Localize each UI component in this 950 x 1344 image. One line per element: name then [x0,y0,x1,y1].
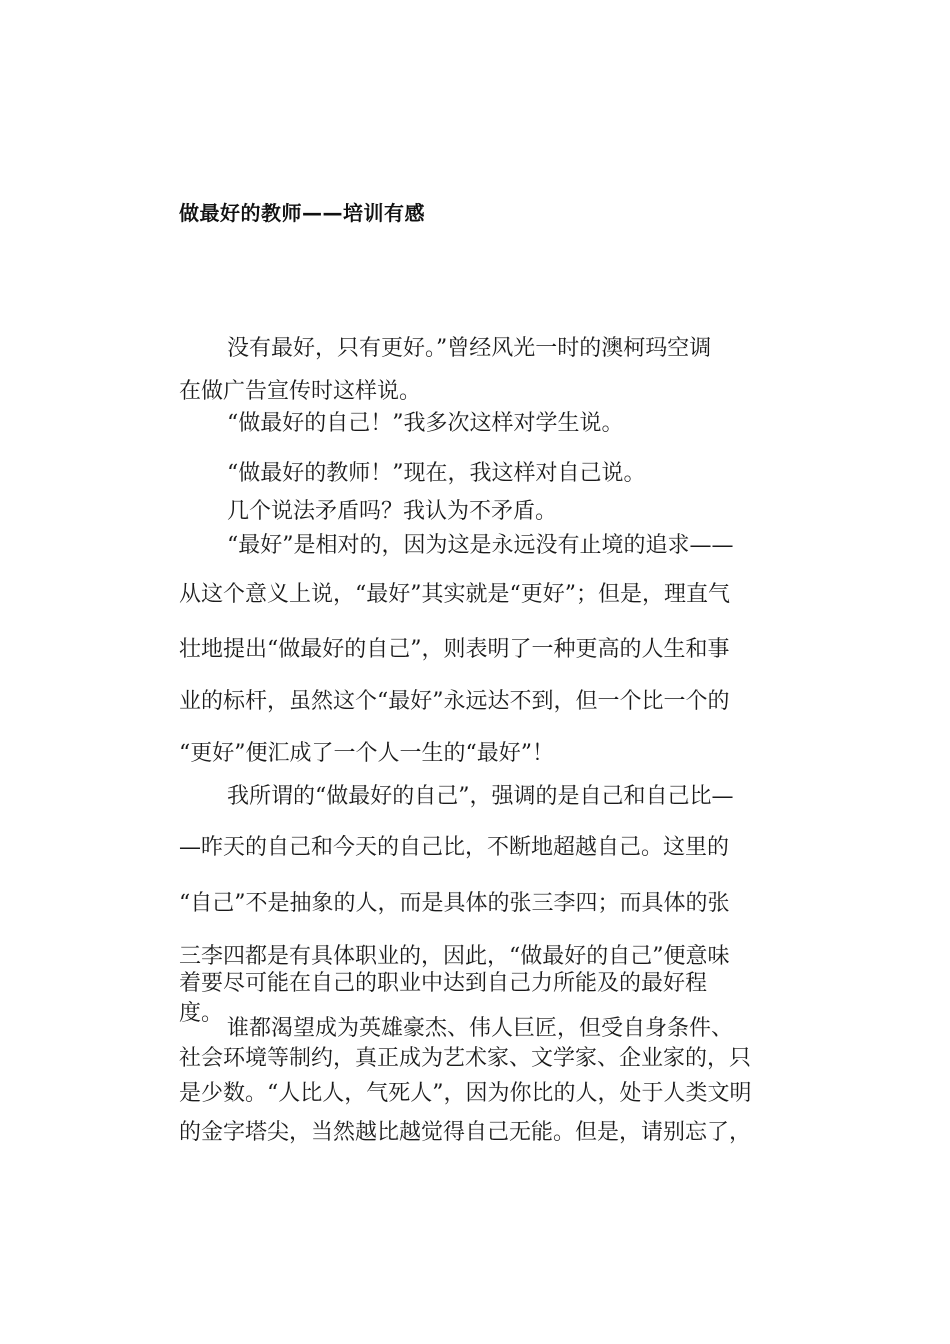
text-line: 业的标杆，虽然这个“最好”永远达不到，但一个比一个的 [179,689,730,714]
paragraph [179,452,769,495]
text-line: “做最好的教师！”现在，我这样对自己说。 [227,461,646,486]
text-line: “自己”不是抽象的人，而是具体的张三李四；而具体的张 [179,891,730,916]
text-line: 度。 [179,1001,224,1026]
paragraph [179,777,769,985]
paragraph [179,327,769,413]
text-line: 几个说法矛盾吗？我认为不矛盾。 [227,499,558,524]
text-line: 从这个意义上说，“最好”其实就是“更好”；但是，理直气 [179,582,730,607]
paragraph [179,1014,769,1152]
text-line: “做最好的自己！”我多次这样对学生说。 [227,411,624,436]
text-line: —昨天的自己和今天的自己比，不断地超越自己。这里的 [179,835,730,860]
text-line: 没有最好，只有更好。”曾经风光一时的澳柯玛空调 [227,336,712,361]
text-line: 谁都渴望成为英雄豪杰、伟人巨匠，但受自身条件、 [227,1016,734,1041]
text-line: 的金字塔尖，当然越比越觉得自己无能。但是，请别忘了， [179,1120,752,1145]
text-line: “最好”是相对的，因为这是永远没有止境的追求—— [227,533,734,558]
document-title: 做最好的教师——培训有感 [179,201,425,225]
text-line: “更好”便汇成了一个人一生的“最好”！ [179,741,554,766]
paragraph [179,526,769,780]
text-line: 社会环境等制约，真正成为艺术家、文学家、企业家的，只 [179,1046,752,1071]
text-line: 三李四都是有具体职业的，因此，“做最好的自己”便意味 [179,944,730,969]
paragraph [179,402,769,445]
text-line: 壮地提出“做最好的自己”，则表明了一种更高的人生和事 [179,637,730,662]
text-line: 着要尽可能在自己的职业中达到自己力所能及的最好程 [179,971,708,996]
text-line: 在做广告宣传时这样说。 [179,379,422,404]
text-line: 我所谓的“做最好的自己”，强调的是自己和自己比— [227,784,734,809]
text-line: 是少数。“人比人，气死人”，因为你比的人，处于人类文明 [179,1081,752,1106]
